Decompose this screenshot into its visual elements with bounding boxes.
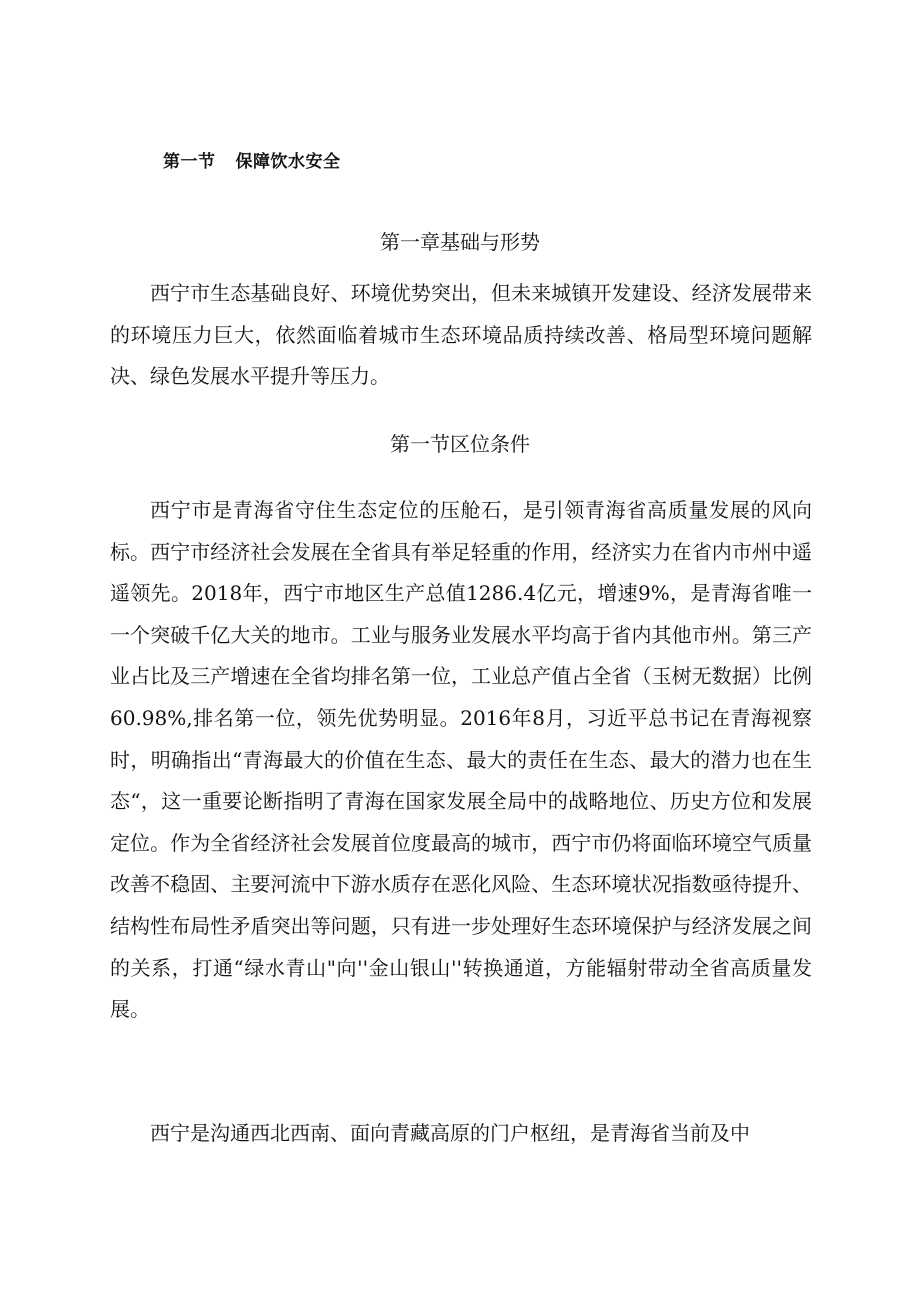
running-header-section-title: 保障饮水安全 (235, 152, 341, 172)
running-header (163, 150, 341, 174)
body-paragraph: 西宁是沟通西北西南、面向青藏高原的门户枢纽，是青海省当前及中 (150, 1121, 750, 1145)
running-header-section-number: 第一节 (163, 152, 216, 172)
body-paragraph: 西宁市生态基础良好、环境优势突出，但未来城镇开发建设、经济发展带来的环境压力巨大，依然面临着城市生态环境品质持续改善、格局型环境问题解决、绿色发展水平提升等压力。 (110, 281, 812, 389)
section-heading: 第一节区位条件 (390, 432, 530, 456)
chapter-heading: 第一章基础与形势 (380, 230, 540, 254)
body-paragraph: 西宁市是青海省守住生态定位的压舱石，是引领青海省高质量发展的风向标。西宁市经济社会发展在全省具有举足轻重的作用，经济实力在省内市州中遥遥领先。2018年，西宁市地区生产总值1286.4亿元，增速9%，是青海省唯一一个突破千亿大关的地市。工业与服务业发展水平均高于省内其他市州。第三产业占比及三产增速在全省均排名第一位，工业总产值占全省（玉树无数据）比例60.98%,排名第一位，领先优势明显。2016年8月，习近平总书记在青海视察时，明确指出“青海最大的价值在生态、最大的责任在生态、最大的潜力也在生态“，这一重要论断指明了青海在国家发展全局中的战略地位、历史方位和发展定位。作为全省经济社会发展首位度最高的城市，西宁市仍将面临环境空气质量改善不稳固、主要河流中下游水质存在恶化风险、生态环境状况指数亟待提升、结构性布局性矛盾突出等问题，只有进一步处理好生态环境保护与经济发展之间的关系，打通“绿水青山"向''金山银山''转换通道，方能辐射带动全省高质量发展。 (110, 498, 812, 1022)
